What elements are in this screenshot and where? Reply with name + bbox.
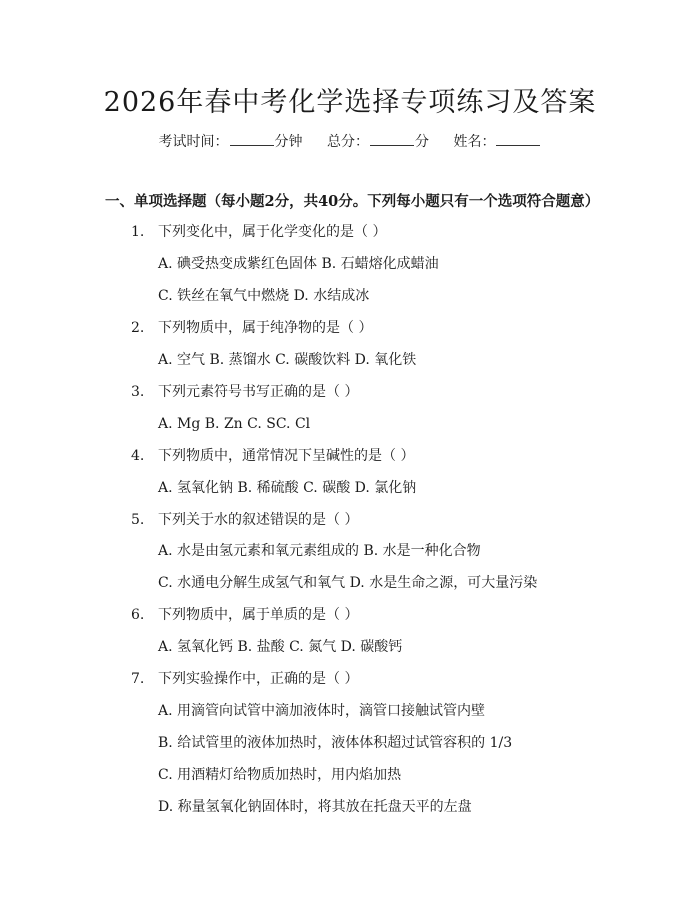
question-option-line: A. 氢氧化钠 B. 稀硫酸 C. 碳酸 D. 氯化钠 bbox=[158, 480, 417, 496]
question-number: 6. bbox=[131, 607, 145, 623]
name-label: 姓名： bbox=[453, 134, 496, 150]
question-stem: 下列元素符号书写正确的是（ ） bbox=[158, 384, 359, 400]
page-title: 2026年春中考化学选择专项练习及答案 bbox=[103, 87, 597, 118]
question-stem: 下列实验操作中，正确的是（ ） bbox=[158, 671, 359, 687]
time-field bbox=[159, 134, 307, 150]
question-stem: 下列变化中，属于化学变化的是（ ） bbox=[158, 224, 387, 240]
question-stem: 下列物质中，属于纯净物的是（ ） bbox=[158, 320, 373, 336]
question-option-line: A. Mg B. Zn C. SC. Cl bbox=[158, 416, 311, 432]
question-option-line: C. 用酒精灯给物质加热时，用内焰加热 bbox=[158, 767, 402, 783]
time-label: 考试时间： bbox=[158, 134, 229, 150]
question-option-line: A. 空气 B. 蒸馏水 C. 碳酸饮料 D. 氧化铁 bbox=[158, 352, 417, 368]
question-number: 3. bbox=[131, 384, 145, 400]
question-number: 7. bbox=[131, 671, 145, 687]
question-option-line: A. 氢氧化钙 B. 盐酸 C. 氮气 D. 碳酸钙 bbox=[158, 639, 403, 655]
name-field bbox=[453, 134, 541, 150]
question-number: 1. bbox=[131, 224, 145, 240]
question-option-line: A. 水是由氢元素和氧元素组成的 B. 水是一种化合物 bbox=[158, 543, 481, 559]
question-option-line: A. 碘受热变成紫红色固体 B. 石蜡熔化成蜡油 bbox=[158, 256, 439, 272]
question-option-line: D. 称量氢氧化钠固体时，将其放在托盘天平的左盘 bbox=[158, 799, 472, 815]
name-blank bbox=[496, 133, 540, 146]
question-option-line: C. 铁丝在氧气中燃烧 D. 水结成冰 bbox=[158, 288, 370, 304]
question-option-line: B. 给试管里的液体加热时，液体体积超过试管容积的 1/3 bbox=[158, 735, 513, 751]
question-stem: 下列关于水的叙述错误的是（ ） bbox=[158, 512, 359, 528]
question-number: 2. bbox=[131, 320, 145, 336]
section-heading: 一、单项选择题（每小题2分，共40分。下列每小题只有一个选项符合题意） bbox=[105, 193, 600, 210]
time-blank bbox=[230, 133, 274, 146]
exam-info-row bbox=[0, 131, 700, 151]
question-option-line: A. 用滴管向试管中滴加液体时，滴管口接触试管内壁 bbox=[158, 703, 486, 719]
score-field bbox=[327, 134, 433, 150]
question-number: 5. bbox=[131, 512, 145, 528]
score-unit: 分 bbox=[415, 134, 429, 150]
question-option-line: C. 水通电分解生成氢气和氧气 D. 水是生命之源，可大量污染 bbox=[158, 575, 538, 591]
time-unit: 分钟 bbox=[274, 134, 303, 150]
question-stem: 下列物质中，属于单质的是（ ） bbox=[158, 607, 359, 623]
question-stem: 下列物质中，通常情况下呈碱性的是（ ） bbox=[158, 448, 415, 464]
score-blank bbox=[370, 133, 414, 146]
question-number: 4. bbox=[131, 448, 145, 464]
score-label: 总分： bbox=[327, 134, 369, 150]
